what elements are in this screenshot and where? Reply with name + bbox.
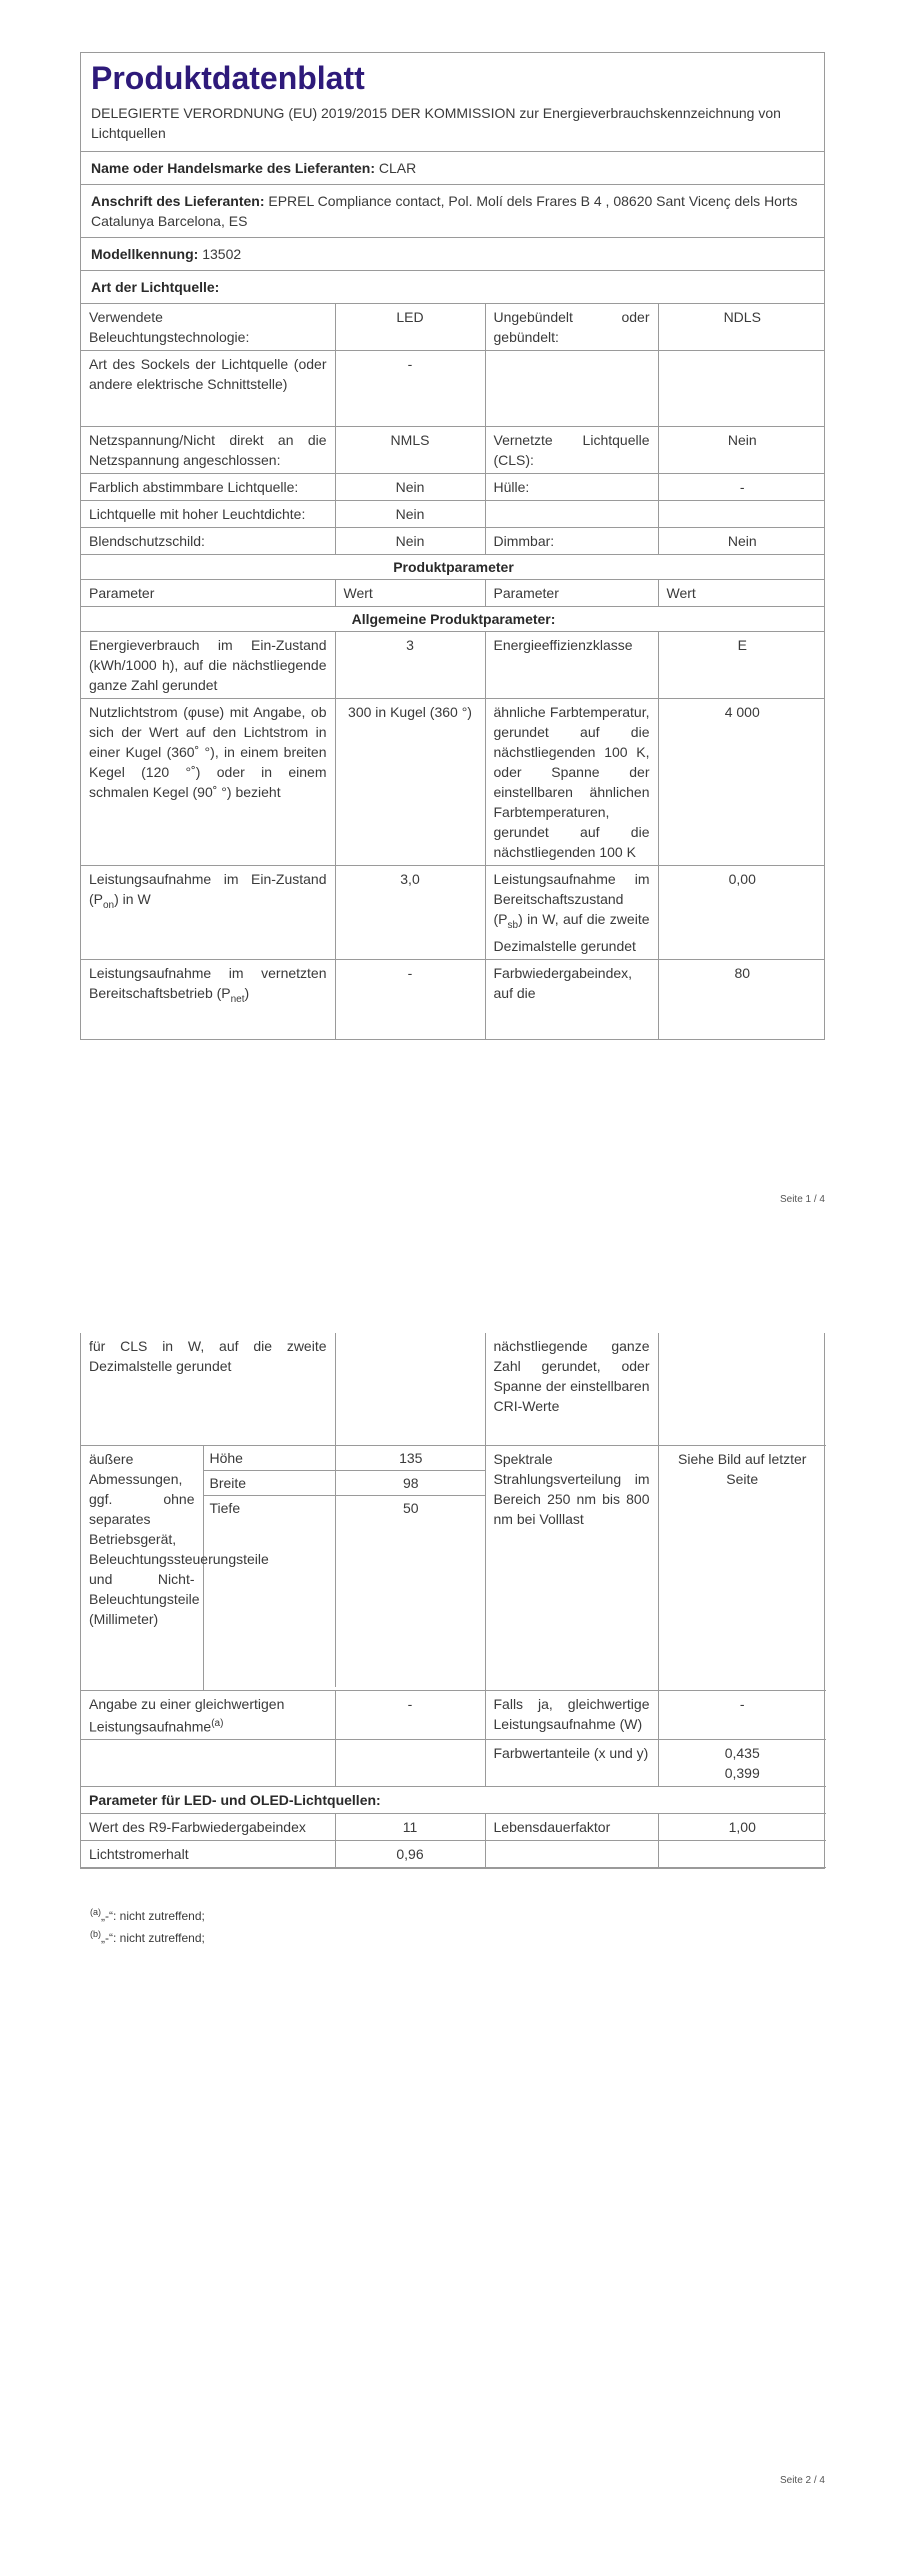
dims-label: äußere Abmessungen, ggf. ohne separates Betriebsgerät, Beleuchtungssteuerungsteile und Nicht-Beleuchtungsteile (Millimeter) <box>81 1446 203 1690</box>
highlum-label: Lichtquelle mit hoher Leuchtdichte: <box>81 501 335 528</box>
chroma-label: Farbwertanteile (x und y) <box>485 1740 658 1787</box>
table-row <box>81 528 825 555</box>
pnet-label: Leistungsaufnahme im vernetzten Bereitschaftsbetrieb $(P_{net})$ <box>81 959 335 1039</box>
antiglare-value: Nein <box>335 528 485 555</box>
eclass-label: Energieeffizienzklasse <box>485 632 658 699</box>
cls-value: Nein <box>658 427 825 474</box>
product-params-heading: Produktparameter <box>81 555 825 580</box>
address-label: Anschrift des Lieferanten: <box>91 193 265 209</box>
empty-cell <box>485 501 658 528</box>
envelope-label: Hülle: <box>485 474 658 501</box>
flux-label: Nutzlichtstrom (φuse) mit Angabe, ob sich der Wert auf den Lichtstrom in einer Kugel (360˚ °), in einem breiten Kegel (120 °˚) oder in einem schmalen Kegel (90˚ °) bezieht <box>81 699 335 866</box>
mains-value: NMLS <box>335 427 485 474</box>
dim-width-label: Breite <box>204 1470 336 1495</box>
r9-value: 11 <box>335 1814 485 1841</box>
table-row <box>81 351 825 427</box>
table-row <box>81 1333 826 1445</box>
empty-cell <box>658 1841 826 1868</box>
empty-cell <box>485 351 658 427</box>
equiv-label: Angabe zu einer gleichwertigen Leistungsaufnahme$^{(a)}$ <box>81 1690 335 1740</box>
pon-value: 3,0 <box>335 866 485 960</box>
dimensions-cell <box>81 1445 485 1690</box>
flux-value: 300 in Kugel (360 °) <box>335 699 485 866</box>
regulation-text: DELEGIERTE VERORDNUNG (EU) 2019/2015 DER KOMMISSION zur Energieverbrauchskennzeichnung von Lichtquellen <box>81 99 824 152</box>
supplier-label: Name oder Handelsmarke des Lieferanten: <box>91 160 375 176</box>
dim-height-label: Höhe <box>204 1446 336 1471</box>
table-row <box>81 1841 826 1868</box>
page-number: Seite 1 / 4 <box>779 1194 825 1205</box>
general-params-heading: Allgemeine Produktparameter: <box>81 607 825 632</box>
pon-label: Leistungsaufnahme im Ein-Zustand $(P_{on})$ in W <box>81 866 335 960</box>
col-header-parameter: Parameter <box>81 580 335 607</box>
footnote-b: $^{(b)}$„-“: nicht zutreffend; <box>90 1929 205 1945</box>
table-row <box>81 474 825 501</box>
table-row <box>81 501 825 528</box>
page-1 <box>0 0 905 1250</box>
dimmable-value: Nein <box>658 528 825 555</box>
model-label: Modellkennung: <box>91 246 199 262</box>
empty-cell <box>658 501 825 528</box>
address-row <box>81 185 824 238</box>
empty-cell <box>335 1740 485 1787</box>
tunable-value: Nein <box>335 474 485 501</box>
lifetime-label: Lebensdauerfaktor <box>485 1814 658 1841</box>
envelope-value: - <box>658 474 825 501</box>
light-source-table <box>81 304 825 1040</box>
pnet-label-continued: für CLS in W, auf die zweite Dezimalstelle gerundet <box>81 1333 335 1445</box>
table-row <box>81 959 825 1039</box>
empty-cell <box>485 1841 658 1868</box>
tech-value: LED <box>335 304 485 351</box>
table-row <box>81 1787 826 1814</box>
footnote-a: $^{(a)}$„-“: nicht zutreffend; <box>90 1907 205 1923</box>
dimensions-table <box>81 1446 485 1690</box>
table-row <box>81 866 825 960</box>
col-header-value: Wert <box>658 580 825 607</box>
cct-label: ähnliche Farbtemperatur, gerundet auf die nächstliegenden 100 K, oder Spanne der einstellbaren ähnlichen Farbtemperaturen, gerundet auf die nächstliegenden 100 K <box>485 699 658 866</box>
col-header-parameter: Parameter <box>485 580 658 607</box>
unbundled-value: NDLS <box>658 304 825 351</box>
empty-cell <box>658 351 825 427</box>
table-row <box>81 607 825 632</box>
tech-label: Verwendete Beleuchtungstechnologie: <box>81 304 335 351</box>
table-row <box>81 1690 826 1740</box>
dim-width-value: 98 <box>336 1470 486 1495</box>
antiglare-label: Blendschutzschild: <box>81 528 335 555</box>
table-row <box>81 1814 826 1841</box>
datasheet-page1-frame <box>80 52 825 1182</box>
pnet-value: - <box>335 959 485 1039</box>
page-number: Seite 2 / 4 <box>779 2475 825 2486</box>
cls-label: Vernetzte Lichtquelle (CLS): <box>485 427 658 474</box>
page-title: Produktdatenblatt <box>91 60 365 96</box>
cri-label: Farbwiedergabeindex, auf die <box>485 959 658 1039</box>
model-value: 13502 <box>202 246 242 262</box>
table-row <box>81 699 825 866</box>
cri-value: 80 <box>658 959 825 1039</box>
r9-label: Wert des R9-Farbwiedergabeindex <box>81 1814 335 1841</box>
empty-cell <box>658 1333 826 1445</box>
table-row <box>81 427 825 474</box>
ifyes-value: - <box>658 1690 826 1740</box>
model-row <box>81 238 824 271</box>
dimmable-label: Dimmbar: <box>485 528 658 555</box>
table-row <box>81 580 825 607</box>
spectral-label: Spektrale Strahlungsverteilung im Bereich 250 nm bis 800 nm bei Volllast <box>485 1445 658 1690</box>
table-row <box>81 304 825 351</box>
supplier-value: CLAR <box>378 160 417 176</box>
energy-value: 3 <box>335 632 485 699</box>
lummaint-value: 0,96 <box>335 1841 485 1868</box>
table-row <box>81 555 825 580</box>
light-source-type-row <box>81 271 824 304</box>
address-value: EPREL Compliance contact, Pol. Molí dels Frares B 4 , 08620 Sant Vicenç dels Horts Catalunya Barcelona, ES <box>91 193 798 229</box>
dim-depth-value: 50 <box>402 1499 419 1516</box>
eclass-value: E <box>658 632 825 699</box>
dim-depth-label: Tiefe <box>204 1495 336 1687</box>
dims-values <box>203 1446 485 1690</box>
lifetime-value: 1,00 <box>658 1814 826 1841</box>
spectral-value: Siehe Bild auf letzter Seite <box>658 1445 826 1690</box>
supplier-row <box>81 152 824 185</box>
socket-value: - <box>335 351 485 427</box>
empty-cell <box>81 1740 335 1787</box>
dim-height-value: 135 <box>336 1446 486 1471</box>
chroma-value: 0,435 0,399 <box>658 1740 826 1787</box>
cct-value: 4 000 <box>658 699 825 866</box>
col-header-value: Wert <box>335 580 485 607</box>
datasheet-table-page1 <box>80 52 825 1040</box>
table-row <box>81 632 825 699</box>
cri-label-continued: nächstliegende ganze Zahl gerundet, oder Spanne der einstellbaren CRI-Werte <box>485 1333 658 1445</box>
tunable-label: Farblich abstimmbare Lichtquelle: <box>81 474 335 501</box>
page-2 <box>0 1250 905 2560</box>
table-row <box>81 1740 826 1787</box>
socket-label: Art des Sockels der Lichtquelle (oder andere elektrische Schnittstelle) <box>81 351 335 427</box>
equiv-value: - <box>335 1690 485 1740</box>
continued-params-table <box>81 1333 826 1868</box>
led-params-heading: Parameter für LED- und OLED-Lichtquellen: <box>81 1787 826 1814</box>
psb-value: 0,00 <box>658 866 825 960</box>
energy-label: Energieverbrauch im Ein-Zustand (kWh/1000 h), auf die nächstliegende ganze Zahl gerundet <box>81 632 335 699</box>
table-row <box>81 1445 826 1690</box>
datasheet-table-page2 <box>80 1333 825 1869</box>
psb-label: Leistungsaufnahme im Bereitschaftszustand $(P_{sb})$ in W, auf die zweite Dezimalstelle gerundet <box>485 866 658 960</box>
lummaint-label: Lichtstromerhalt <box>81 1841 335 1868</box>
ifyes-label: Falls ja, gleichwertige Leistungsaufnahme (W) <box>485 1690 658 1740</box>
highlum-value: Nein <box>335 501 485 528</box>
light-source-type-label: Art der Lichtquelle: <box>91 279 220 295</box>
empty-cell <box>335 1333 485 1445</box>
mains-label: Netzspannung/Nicht direkt an die Netzspannung angeschlossen: <box>81 427 335 474</box>
unbundled-label: Ungebündelt oder gebündelt: <box>485 304 658 351</box>
